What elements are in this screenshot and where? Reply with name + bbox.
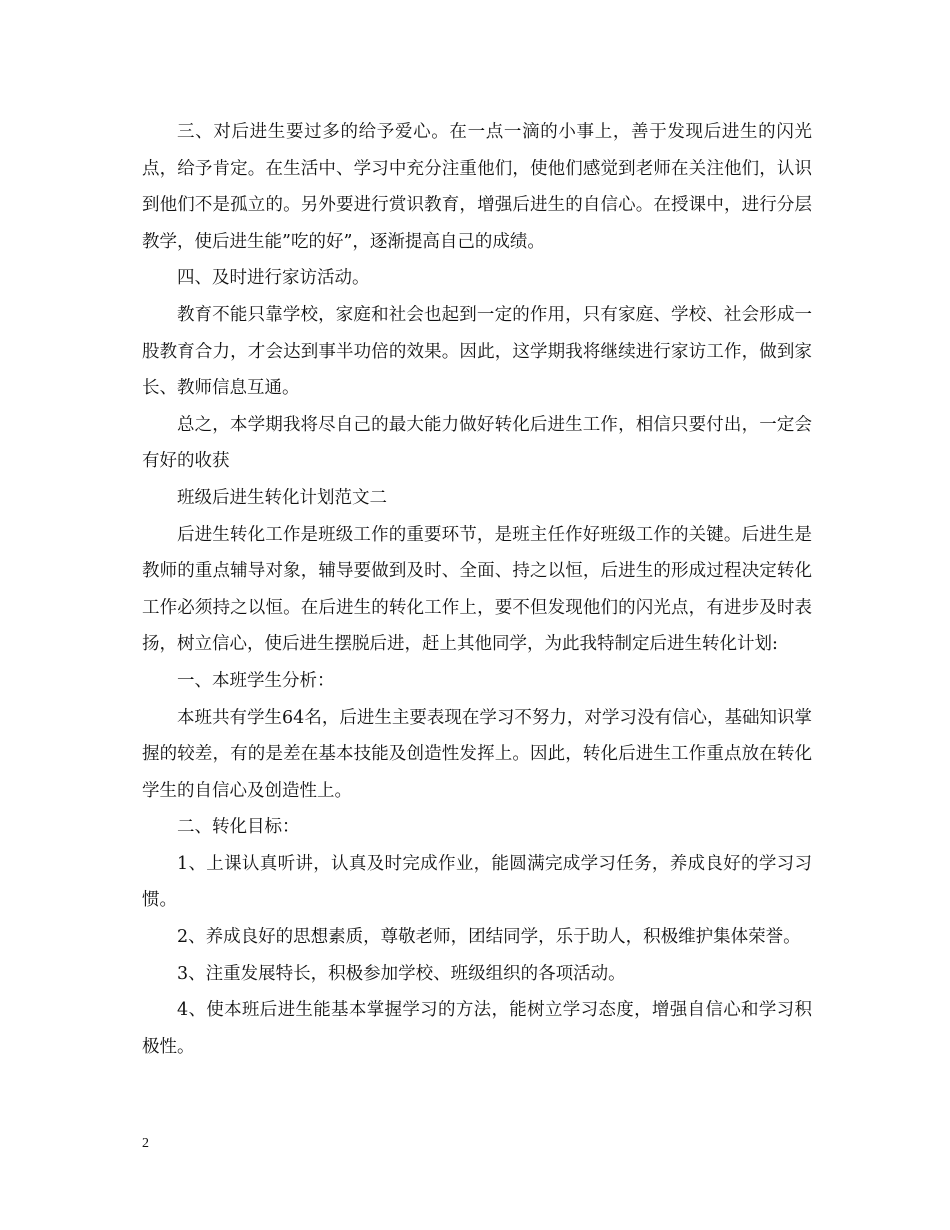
goal-item-4: 4、使本班后进生能基本掌握学习的方法，能树立学习态度，增强自信心和学习积极性。: [142, 1000, 812, 1057]
paragraph-summary: 总之，本学期我将尽自己的最大能力做好转化后进生工作，相信只要付出，一定会有好的收获: [142, 414, 812, 472]
paragraph-class-analysis: 本班共有学生64名，后进生主要表现在学习不努力，对学习没有信心，基础知识掌握的较差，有的是差在基本技能及创造性发挥上。因此，转化后进生工作重点放在转化学生的自信心及创造性上。: [142, 707, 812, 801]
goal-item-3: 3、注重发展特长，积极参加学校、班级组织的各项活动。: [177, 963, 626, 984]
paragraph-home-visits: 教育不能只靠学校，家庭和社会也起到一定的作用，只有家庭、学校、社会形成一股教育合力，才会达到事半功倍的效果。因此，这学期我将继续进行家访工作，做到家长、教师信息互通。: [142, 304, 812, 399]
heading-goals: 二、转化目标：: [177, 817, 300, 838]
paragraph-home-visits-heading: 四、及时进行家访活动。: [177, 268, 370, 289]
goal-item-2: 2、养成良好的思想素质，尊敬老师，团结同学，乐于助人，积极维护集体荣誉。: [177, 927, 801, 948]
page-number: 2: [142, 1136, 149, 1151]
paragraph-intro: 后进生转化工作是班级工作的重要环节，是班主任作好班级工作的关键。后进生是教师的重点辅导对象，辅导要做到及时、全面、持之以恒，后进生的形成过程决定转化工作必须持之以恒。在后进生的转化工作上，要不但发现他们的闪光点，有进步及时表扬，树立信心，使后进生摆脱后进，赶上其他同学，为此我特制定后进生转化计划:: [142, 524, 812, 655]
goal-item-1: 1、上课认真听讲，认真及时完成作业，能圆满完成学习任务，养成良好的学习习惯。: [142, 853, 812, 911]
heading-class-analysis: 一、本班学生分析：: [177, 670, 335, 691]
document-body: [142, 114, 812, 1065]
paragraph-care-for-students: 三、对后进生要过多的给予爱心。在一点一滴的小事上，善于发现后进生的闪光点，给予肯定。在生活中、学习中充分注重他们，使他们感觉到老师在关注他们，认识到他们不是孤立的。另外要进行赏识教育，增强后进生的自信心。在授课中，进行分层教学，使后进生能”吃的好”，逐渐提高自己的成绩。: [142, 122, 812, 252]
section-title-sample-two: 班级后进生转化计划范文二: [177, 487, 387, 508]
